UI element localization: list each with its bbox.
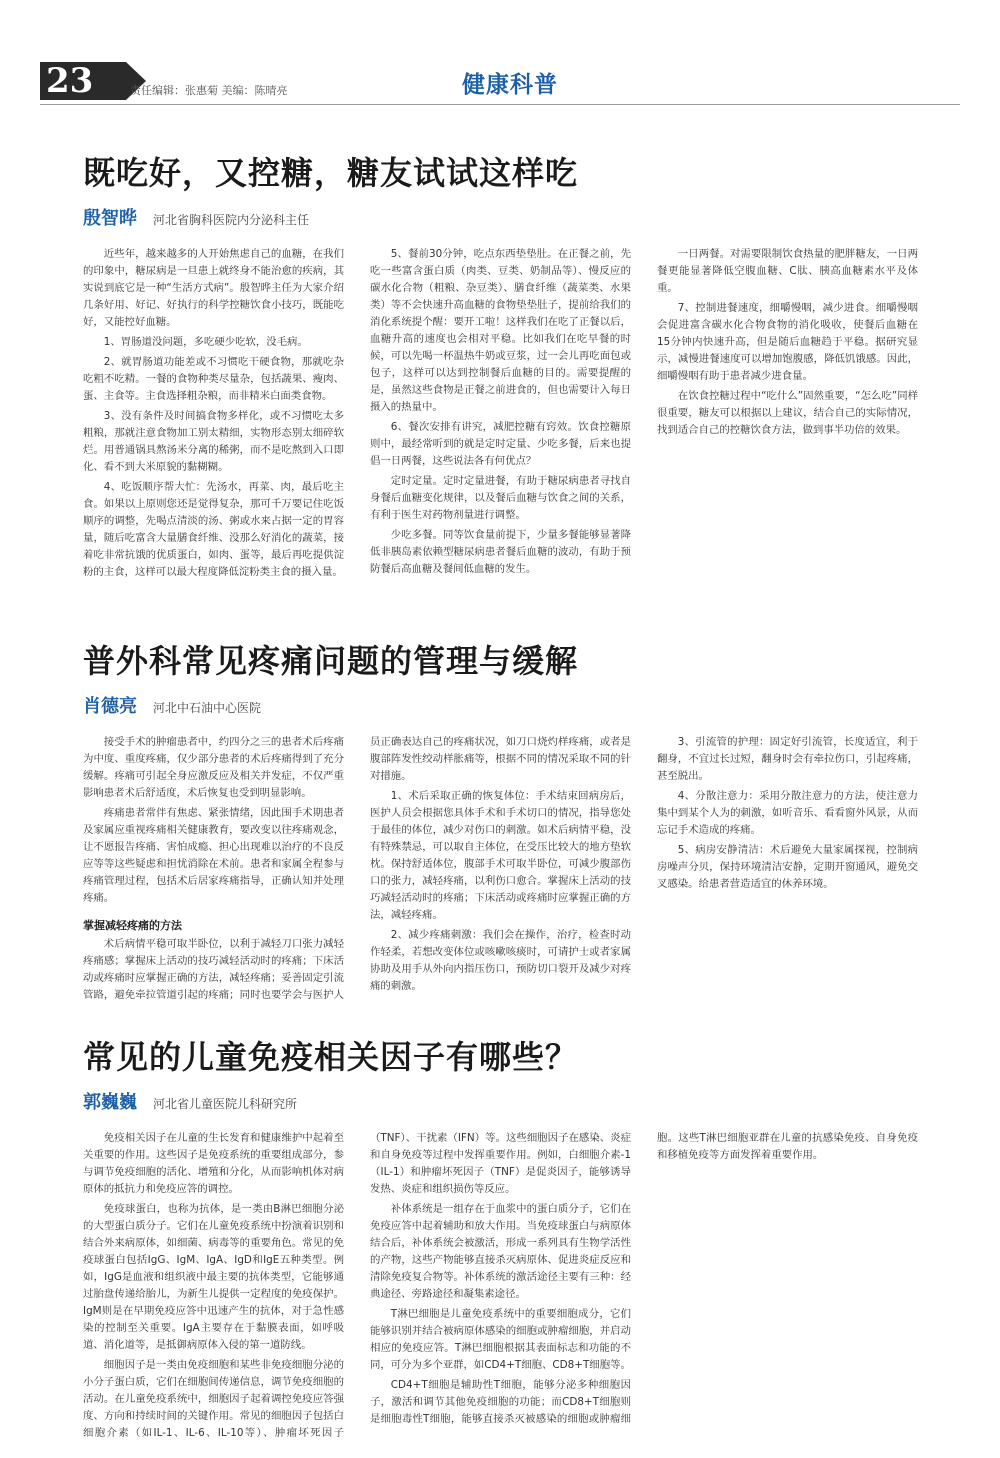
paragraph: 1、术后采取正确的恢复体位：手术结束回病房后，医护人员会根据您具体手术和手术切口的情况，指导您处于最佳的体位，减少对伤口的刺激。如术后病情平稳，没有特殊禁忌，可以取自主体位，在受压比较大的地方垫软枕。保持舒适体位，腹部手术可取半卧位，可减少腹部伤口的张力，减轻疼痛，以利伤口愈合。掌握床上活动的技巧减轻活动时的疼痛；下床活动或疼痛时应掌握正确的方法，减轻疼痛。 [370,790,631,921]
byline [83,204,918,228]
paragraph: 补体系统是一组存在于血浆中的蛋白质分子，它们在免疫应答中起着辅助和放大作用。当免疫球蛋白与病原体结合后，补体系统会被激活，形成一系列具有生物学活性的产物，这些产物能够直接杀灭病原体、促进炎症反应和清除免疫复合物等。补体系统的激活途径主要有三种：经典途径、旁路途径和凝集素途径。 [370,1203,631,1300]
paragraph: 4、吃饭顺序帮大忙：先汤水，再菜、肉，最后吃主食。如果以上原则您还是觉得复杂，那可千万要记住吃饭顺序的调整，先喝点清淡的汤、粥或水来占据一定的胃容量，随后吃富含大量膳食纤维、没那么好消化的蔬菜，接着吃非常抗饿的优质蛋白，如肉、蛋等，最后再吃提供淀粉的主食，这样可以最大程度降低淀粉类主食的摄入量。 [83,481,344,578]
author-name: 郭巍巍 [83,1092,137,1113]
paragraph: 在饮食控糖过程中“吃什么”固然重要，“怎么吃”同样很重要，糖友可以根据以上建议，结合自己的实际情况，找到适合自己的控糖饮食方法，做到事半功倍的效果。 [657,390,918,436]
paragraph: 少吃多餐。同等饮食量前提下，少量多餐能够显著降低非胰岛素依赖型糖尿病患者餐后血糖的波动，有助于预防餐后高血糖及餐间低血糖的发生。 [370,529,631,575]
author-affiliation: 河北省儿童医院儿科研究所 [153,1097,298,1111]
paragraph: 疼痛患者常伴有焦虑、紧张情绪，因此围手术期患者及家属应重视疼痛相关健康教育，要改变以往疼痛观念，让不愿报告疼痛、害怕成瘾、担心出现难以治疗的不良反应等等这些疑虑和担忧消除在术前。患者和家属全程参与疼痛管理过程，包括术后居家疼痛指导，正确认知并处理疼痛。 [83,807,344,904]
paragraph: 免疫球蛋白，也称为抗体，是一类由B淋巴细胞分泌的大型蛋白质分子。它们在儿童免疫系统中扮演着识别和结合外来病原体，如细菌、病毒等的重要角色。常见的免疫球蛋白包括IgG、IgM、IgA、IgD和IgE五种类型。例如，IgG是血液和组织液中最主要的抗体类型，它能够通过胎盘传递给胎儿，为新生儿提供一定程度的免疫保护。IgM则是在早期免疫应答中迅速产生的抗体，对于急性感染的控制至关重要。IgA主要存在于黏膜表面，如呼吸道、消化道等，是抵御病原体入侵的第一道防线。 [83,1203,344,1351]
paragraph: 2、减少疼痛刺激：我们会在操作，治疗，检查时动作轻柔，若想改变体位或咳嗽咳痰时，可请护士或者家属协助及用手从外向内指压伤口，预防切口裂开及减少对疼痛的刺激。 [370,929,631,992]
paragraph: 3、引流管的护理：固定好引流管，长度适宜，利于翻身，不宜过长过短，翻身时会有牵拉伤口，引起疼痛，甚至脱出。 [657,736,918,782]
paragraph: 7、控制进餐速度，细嚼慢咽，减少进食。细嚼慢咽会促进富含碳水化合物食物的消化吸收，使餐后血糖在15分钟内快速升高，但是随后血糖趋于平稳。据研究显示，减慢进餐速度可以增加饱腹感，降低饥饿感。因此，细嚼慢咽有助于患者减少进食量。 [657,302,918,382]
author-affiliation: 河北省胸科医院内分泌科主任 [153,213,310,227]
author-name: 肖德亮 [83,696,137,717]
article-child-immunity [83,1032,918,1450]
article-diabetes [83,148,918,612]
page-header [0,0,1000,110]
paragraph: 定时定量。定时定量进餐，有助于糖尿病患者寻找自身餐后血糖变化规律，以及餐后血糖与饮食之间的关系，有利于医生对药物剂量进行调整。 [370,475,631,521]
paragraph: 4、分散注意力：采用分散注意力的方法，使注意力集中到某个人为的刺激，如听音乐、看看窗外风景，从而忘记手术造成的疼痛。 [657,790,918,836]
page-number: 23 [40,62,126,100]
byline [83,692,918,716]
paragraph: 5、餐前30分钟，吃点东西垫垫肚。在正餐之前，先吃一些富含蛋白质（肉类、豆类、奶制品等）、慢反应的碳水化合物（粗粮、杂豆类）、膳食纤维（蔬菜类、水果类）等不会快速升高血糖的食物垫垫肚子，提前给我们的消化系统提个醒：要开工啦！这样我们在吃了正餐以后，血糖升高的速度也会相对平稳。比如我们在吃早餐的时候，可以先喝一杯温热牛奶或豆浆，过一会儿再吃面包或包子，这样可以达到控制餐后血糖的目的。需要提醒的是，虽然这些食物是正餐之前进食的，但也需要计入每日摄入的热量中。 [370,248,631,413]
article-pain-management [83,636,918,1006]
paragraph: 细胞因子是一类由免疫细胞和某些非免疫细胞分泌的小分子蛋白质，它们在细胞间传递信息，调节免疫细胞的活动。在儿童免疫系统中，细胞因子起着调控免疫应答强度、方向和持续时间的关键作用。常见的细胞因子包括白细胞介素（如IL-1、IL-6、IL-10等）、肿瘤坏死因子（TNF）、干扰素（IFN）等。这些细胞因子在感染、炎症和自身免疫等过程中发挥重要作用。例如，白细胞介素-1（IL-1）和肿瘤坏死因子（TNF）是促炎因子，能够诱导发热、炎症和组织损伤等反应。 [83,1132,631,1439]
article-body [83,246,918,612]
section-title: 健康科普 [462,72,558,98]
subheading: 掌握减轻疼痛的方法 [83,919,182,932]
article-body [83,734,918,1006]
paragraph: T淋巴细胞是儿童免疫系统中的重要细胞成分，它们能够识别并结合被病原体感染的细胞或肿瘤细胞，并启动相应的免疫应答。T淋巴细胞根据其表面标志和功能的不同，可分为多个亚群，如CD4+T细胞、CD8+T细胞等。 [370,1308,631,1371]
paragraph: 1、胃肠道没问题，多吃硬少吃软，没毛病。 [103,336,308,348]
article-title: 普外科常见疼痛问题的管理与缓解 [83,642,579,680]
author-affiliation: 河北中石油中心医院 [153,701,262,715]
paragraph: 一日两餐。对需要限制饮食热量的肥胖糖友，一日两餐更能显著降低空腹血糖、C肽、胰高血糖素水平及体重。 [657,248,918,294]
paragraph: 术后病情平稳可取半卧位，以利于减轻刀口张力减轻疼痛感；掌握床上活动的技巧减轻活动时的疼痛；下床活动或疼痛时应掌握正确的方法，减轻疼痛；妥善固定引流管路，避免牵拉管道引起的疼痛；同时也要学会与医护人员正确表达自己的疼痛状况，如刀口烧灼样疼痛，或者是腹部阵发性绞动样胀痛等，根据不同的情况采取不同的针对措施。 [83,736,631,1001]
article-title: 既吃好，又控糖，糖友试试这样吃 [83,154,579,192]
header-divider [40,104,960,105]
paragraph: 5、病房安静清洁：术后避免大量家属探视，控制病房噪声分贝，保持环境清洁安静，定期开窗通风，避免交叉感染。给患者营造适宜的休养环境。 [657,844,918,890]
paragraph: 6、餐次安排有讲究，减肥控糖有窍效。饮食控糖原则中，最经常听到的就是定时定量、少吃多餐，后来也提倡一日两餐，这些说法各有何优点？ [370,421,631,467]
author-name: 殷智晔 [83,208,137,229]
article-body [83,1130,918,1450]
paragraph: 免疫相关因子在儿童的生长发育和健康维护中起着至关重要的作用。这些因子是免疫系统的重要组成部分，参与调节免疫细胞的活化、增殖和分化，从而影响机体对病原体的抵抗力和免疫应答的调控。 [83,1132,344,1195]
paragraph: CD4+T细胞是辅助性T细胞，能够分泌多种细胞因子，激活和调节其他免疫细胞的功能；而CD8+T细胞则是细胞毒性T细胞，能够直接杀灭被感染的细胞或肿瘤细胞。这些T淋巴细胞亚群在儿童的抗感染免疫、自身免疫和移植免疫等方面发挥着重要作用。 [370,1132,918,1425]
article-title: 常见的儿童免疫相关因子有哪些？ [83,1038,579,1076]
paragraph: 3、没有条件及时间搞食物多样化，或不习惯吃太多粗粮，那就注意食物加工别太精细，实物形态别太细碎软烂。用普通锅具熬汤米分离的稀粥，而不是吃熬到入口即化、看不到大米原貌的黏糊糊。 [83,410,344,473]
paragraph: 接受手术的肿瘤患者中，约四分之三的患者术后疼痛为中度、重度疼痛，仅少部分患者的术后疼痛得到了充分缓解。疼痛可引起全身应激反应及相关并发症，不仅严重影响患者术后舒适度，术后恢复也受到明显影响。 [83,736,344,799]
byline [83,1088,918,1112]
paragraph: 2、就胃肠道功能差或不习惯吃干硬食物，那就吃杂吃粗不吃精。一餐的食物种类尽量杂，包括蔬果、瘦肉、蛋、主食等。主食选择粗杂粮，而非精米白面类食物。 [83,356,344,402]
paragraph: 近些年，越来越多的人开始焦虑自己的血糖，在我们的印象中，糖尿病是一旦患上就终身不能治愈的疾病，其实说到底它是一种“生活方式病”。殷智晔主任为大家介绍几条好用、好记、好执行的科学控糖饮食小技巧，既能吃好，又能控好血糖。 [83,248,344,328]
editors-credit: 责任编辑：张惠菊 美编：陈晴亮 [130,84,288,97]
